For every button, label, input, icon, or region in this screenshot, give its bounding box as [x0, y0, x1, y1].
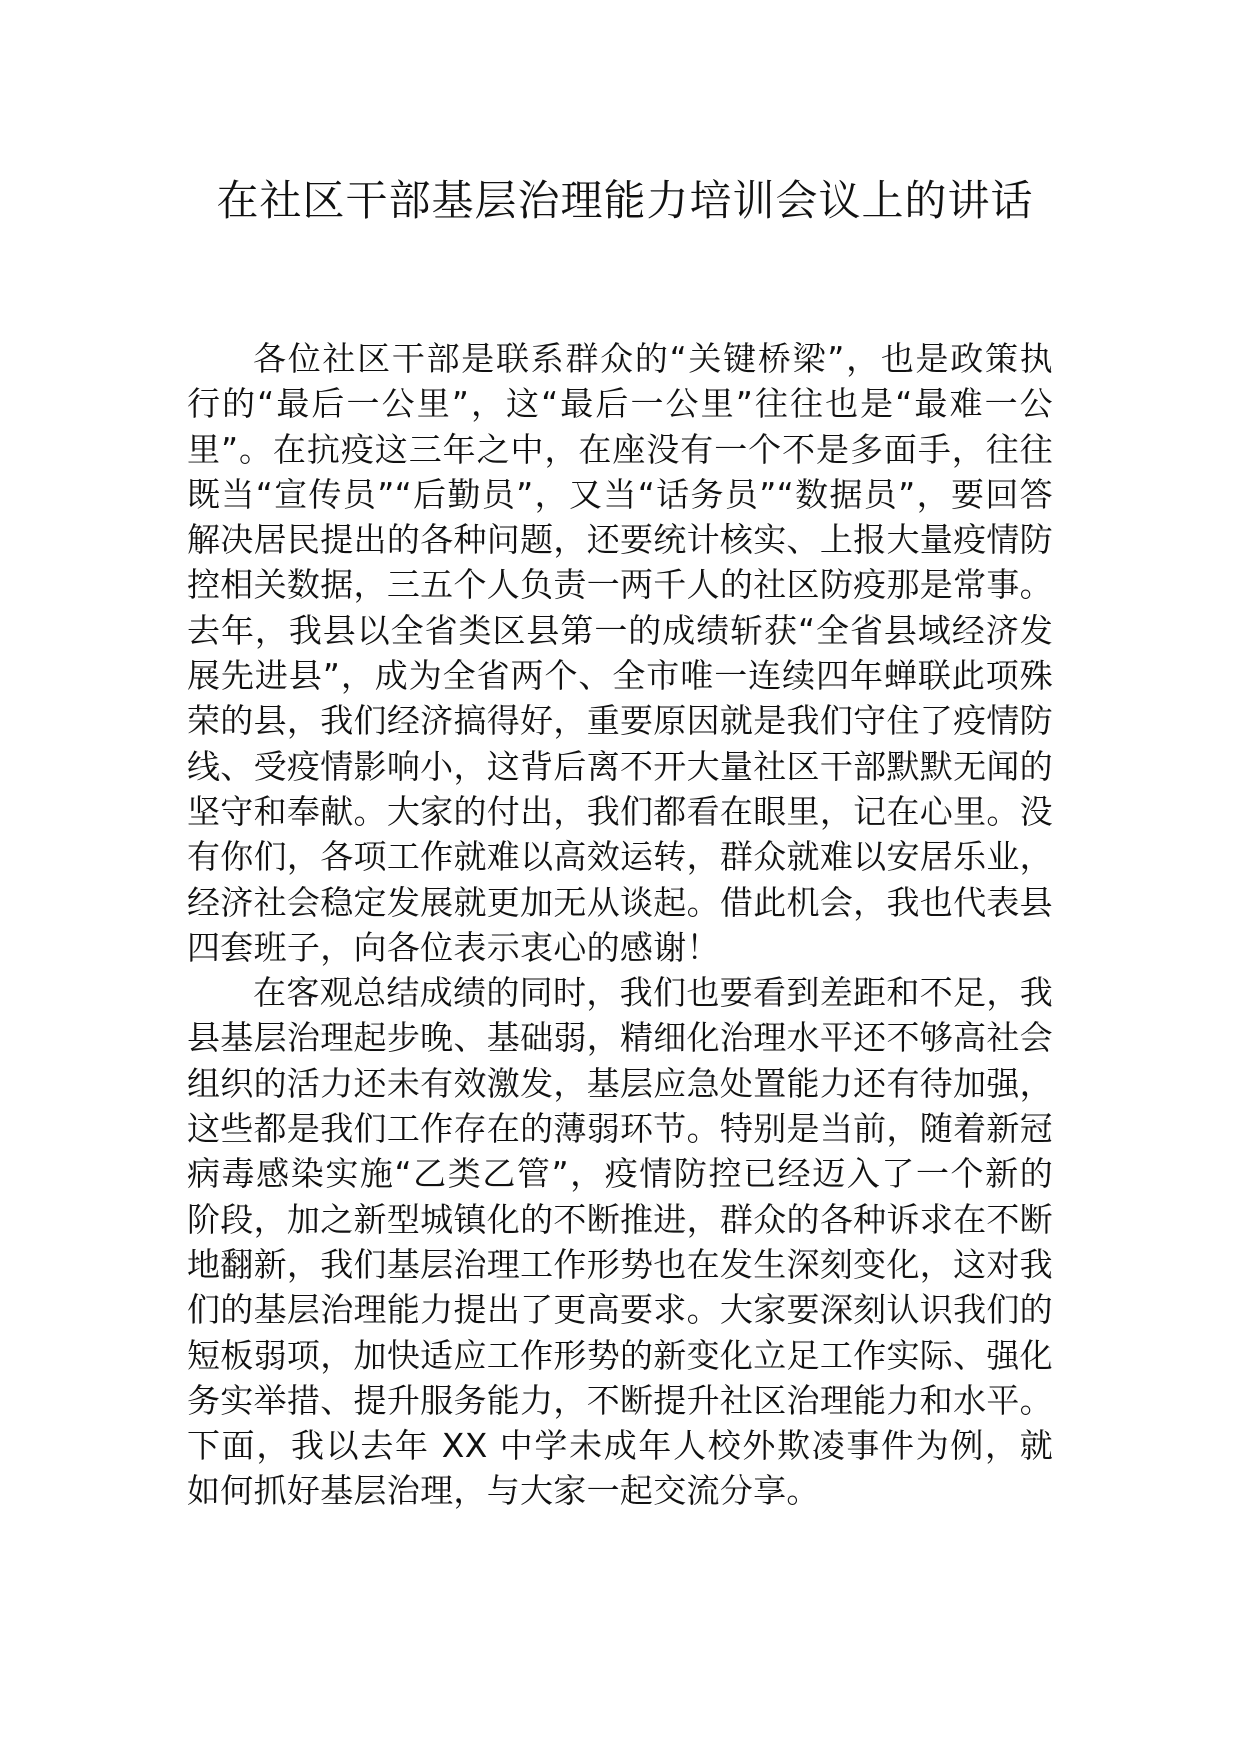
- document-body: [187, 336, 1053, 1514]
- body-paragraph-2: 在客观总结成绩的同时，我们也要看到差距和不足，我县基层治理起步晚、基础弱，精细化治理水平还不够高社会组织的活力还未有效激发，基层应急处置能力还有待加强，这些都是我们工作存在的薄弱环节。特别是当前，随着新冠病毒感染实施“乙类乙管”，疫情防控已经迈入了一个新的阶段，加之新型城镇化的不断推进，群众的各种诉求在不断地翻新，我们基层治理工作形势也在发生深刻变化，这对我们的基层治理能力提出了更高要求。大家要深刻认识我们的短板弱项，加快适应工作形势的新变化立足工作实际、强化务实举措、提升服务能力，不断提升社区治理能力和水平。下面，我以去年 XX 中学未成年人校外欺凌事件为例，就如何抓好基层治理，与大家一起交流分享。: [187, 973, 1053, 1511]
- document-title: 在社区干部基层治理能力培训会议上的讲话: [216, 176, 1034, 225]
- body-paragraph-1: 各位社区干部是联系群众的“关键桥梁”，也是政策执行的“最后一公里”，这“最后一公里”往往也是“最难一公里”。在抗疫这三年之中，在座没有一个不是多面手，往往既当“宣传员”“后勤员”，又当“话务员”“数据员”，要回答解决居民提出的各种问题，还要统计核实、上报大量疫情防控相关数据，三五个人负责一两千人的社区防疫那是常事。去年，我县以全省类区县第一的成绩斩获“全省县域经济发展先进县”，成为全省两个、全市唯一连续四年蝉联此项殊荣的县，我们经济搞得好，重要原因就是我们守住了疫情防线、受疫情影响小，这背后离不开大量社区干部默默无闻的坚守和奉献。大家的付出，我们都看在眼里，记在心里。没有你们，各项工作就难以高效运转，群众就难以安居乐业，经济社会稳定发展就更加无从谈起。借此机会，我也代表县四套班子，向各位表示衷心的感谢！: [187, 339, 1053, 967]
